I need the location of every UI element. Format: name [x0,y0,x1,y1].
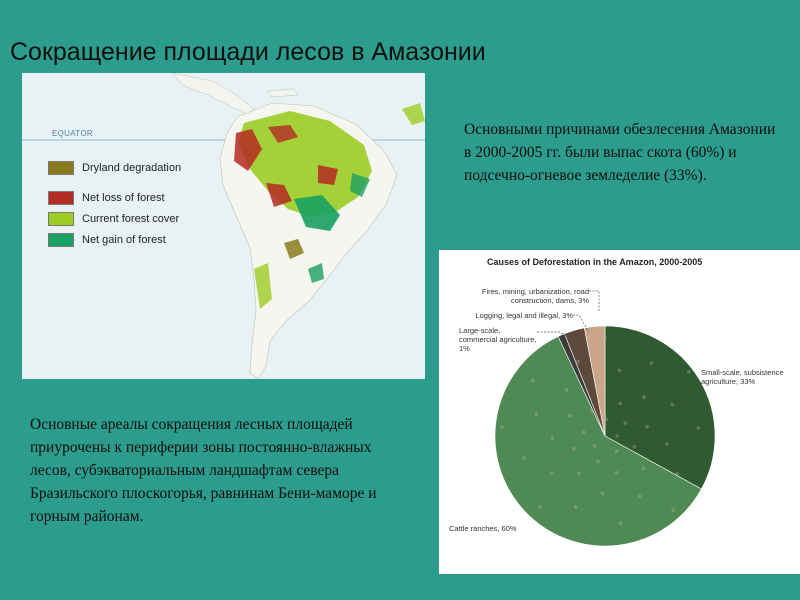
pie-texture-dot [615,434,619,438]
slice-label-logging [463,311,573,320]
pie-texture-dot [619,522,623,526]
chart-title: Causes of Deforestation in the Amazon, 2000-2005 [487,257,703,267]
legend-swatch [48,233,74,247]
legend-item-dryland-degradation [48,160,181,176]
pie-texture-dot [596,460,600,464]
slice-label-large-scale [459,326,537,353]
legend-item-net-loss [48,190,181,206]
pie-texture-dot [574,505,578,509]
pie-texture-dot [568,414,572,418]
pie-texture-dot [605,417,609,421]
pie-texture-dot [638,494,642,498]
slice-label-text: Logging, legal and illegal, 3% [475,311,573,320]
legend-label: Net loss of forest [82,192,165,204]
slice-label-text: Cattle ranches, 60% [449,524,517,533]
pie-texture-dot [593,444,597,448]
pie-texture-dot [500,425,504,429]
pie-texture-dot [696,426,700,430]
pie-texture-dot [576,360,580,364]
legend-item-current-forest [48,211,181,227]
slice-label-text: Fires, mining, urbanization, road construction, dams, 3% [481,287,589,305]
legend-label: Net gain of forest [82,234,166,246]
pie-texture-dot [522,456,526,460]
pie-texture-dot [687,370,691,374]
slice-label-text: Small-scale, subsistence agriculture, 33% [701,368,784,386]
pie-texture-dot [565,388,569,392]
deforestation-causes-text: Основными причинами обезлесения Амазонии в 2000-2005 гг. были выпас скота (60%) и подсечно-огневое земледелие (33%). [464,121,776,184]
pie-texture-dot [642,467,646,471]
legend-item-net-gain [48,232,181,248]
pie-texture-dot [623,421,627,425]
pie-texture-dot [650,361,654,365]
pie-texture-dot [531,379,535,383]
legend-swatch [48,212,74,226]
map-legend [48,160,181,248]
slice-label-text: Large-scale, commercial agriculture, 1% [459,326,537,353]
pie-texture-dot [572,447,576,451]
slice-label-cattle [449,524,559,533]
pie-texture-dot [665,442,669,446]
pie-texture-dot [577,472,581,476]
pie-texture-dot [618,402,622,406]
deforestation-pie-chart [439,250,800,574]
pie-texture-dot [676,472,680,476]
legend-label: Dryland degradation [82,162,182,174]
pie-texture-dot [582,430,586,434]
pie-texture-dot [550,437,554,441]
deforestation-map [22,73,425,379]
pie-texture-dot [601,492,605,496]
slice-label-fires-mining [469,287,589,305]
pie-texture-dot [615,449,619,453]
equator-label: EQUATOR [52,129,93,138]
legend-swatch [48,191,74,205]
pie-texture-dot [645,425,649,429]
leader-line [589,291,599,312]
pie-texture-dot [618,369,622,373]
pie-texture-dot [590,409,594,413]
slice-label-small-scale [701,368,793,386]
pie-texture-dot [633,445,637,449]
pie-texture-dot [642,395,646,399]
pie-texture-dot [603,336,607,340]
pie-texture-dot [535,413,539,417]
legend-swatch [48,161,74,175]
pie-texture-dot [550,471,554,475]
pie-texture-dot [538,505,542,509]
legend-label: Current forest cover [82,213,180,225]
deforestation-areas-text: Основные ареалы сокращения лесных площадей приурочены к периферии зоны постоянно-влажных лесов, субэкваториальным ландшафтам севера Бразильского плоскогорья, равнинам Бени-маморе и горным районам. [30,416,377,525]
pie-texture-dot [671,509,675,513]
pie-texture-dot [597,387,601,391]
pie-texture-dot [671,403,675,407]
pie-texture-dot [615,471,619,475]
slide-title: Сокращение площади лесов в Амазонии [10,38,486,66]
